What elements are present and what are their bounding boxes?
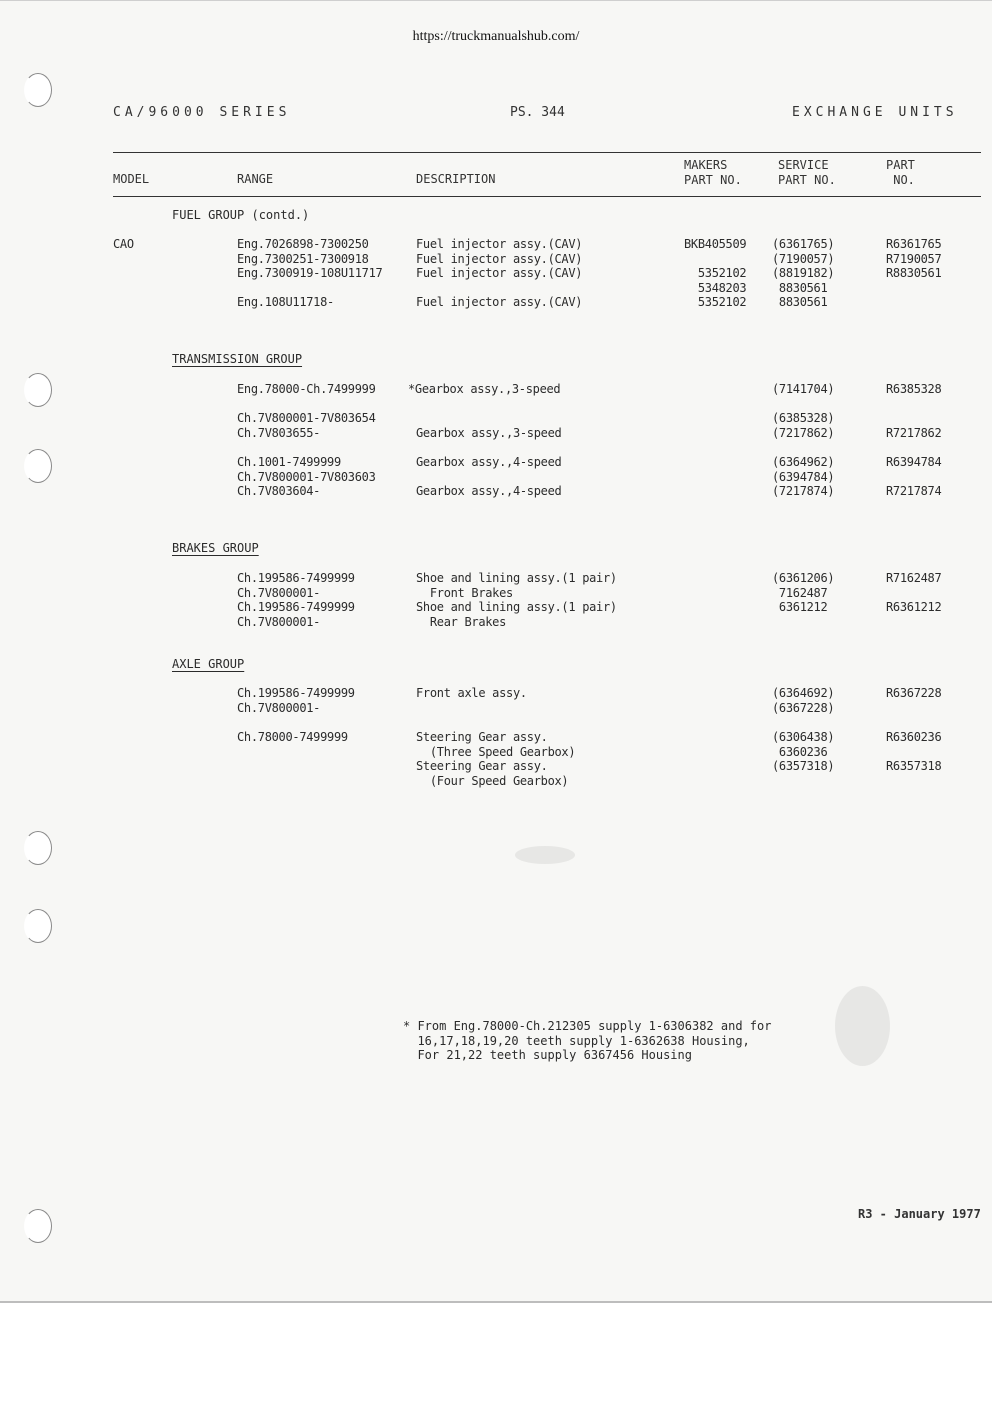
col-description: DESCRIPTION bbox=[416, 172, 496, 186]
group-transmission: TRANSMISSION GROUP bbox=[172, 352, 303, 366]
group-fuel: FUEL GROUP (contd.) bbox=[172, 208, 310, 222]
series-title: CA/96000 SERIES bbox=[113, 105, 291, 120]
row-range: Ch.1001-7499999 Ch.7V800001-7V803603 Ch.7V803604- bbox=[237, 455, 376, 498]
row-description: Steering Gear assy. (Three Speed Gearbox) Steering Gear assy. (Four Speed Gearbox) bbox=[416, 730, 576, 788]
col-service-part-no: SERVICE PART NO. bbox=[778, 158, 836, 187]
row-description: *Gearbox assy.,3-speed bbox=[408, 382, 561, 396]
col-range: RANGE bbox=[237, 172, 274, 186]
row-makers-part: 5352102 bbox=[684, 295, 747, 309]
row-service-part: 8830561 bbox=[772, 295, 828, 309]
row-service-part: (6364962) (6394784) (7217874) bbox=[772, 455, 835, 498]
header-rule-bottom bbox=[113, 196, 981, 197]
row-description: Fuel injector assy.(CAV) bbox=[416, 295, 583, 309]
revision-stamp: R3 - January 1977 bbox=[858, 1207, 981, 1221]
row-range: Ch.7V800001-7V803654 Ch.7V803655- bbox=[237, 411, 376, 440]
punch-hole bbox=[24, 831, 52, 865]
row-description: Shoe and lining assy.(1 pair) Front Brakes Shoe and lining assy.(1 pair) Rear Brakes bbox=[416, 571, 617, 629]
row-service-part: (6361765) (7190057) (8819182) 8830561 bbox=[772, 237, 835, 295]
row-range: Eng.7026898-7300250 Eng.7300251-7300918 Eng.7300919-108U11717 bbox=[237, 237, 383, 280]
row-part-no: R6394784 R7217874 bbox=[886, 455, 942, 498]
group-axle: AXLE GROUP bbox=[172, 657, 245, 671]
punch-hole bbox=[24, 449, 52, 483]
row-service-part: (7141704) bbox=[772, 382, 835, 396]
smudge bbox=[835, 986, 890, 1066]
page-number: PS. 344 bbox=[510, 105, 565, 120]
row-part-no: R6385328 bbox=[886, 382, 942, 396]
row-range: Ch.199586-7499999 Ch.7V800001- Ch.199586-7499999 Ch.7V800001- bbox=[237, 571, 355, 629]
row-part-no: R6361765 R7190057 R8830561 bbox=[886, 237, 942, 280]
col-part-no: PART NO. bbox=[886, 158, 915, 187]
header-rule-top bbox=[113, 152, 981, 153]
row-range: Eng.108U11718- bbox=[237, 295, 334, 309]
row-service-part: (6306438) 6360236 (6357318) bbox=[772, 730, 835, 773]
section-title: EXCHANGE UNITS bbox=[792, 105, 958, 120]
row-makers-part: BKB405509 5352102 5348203 bbox=[684, 237, 747, 295]
row-range: Ch.199586-7499999 Ch.7V800001- bbox=[237, 686, 355, 715]
punch-hole bbox=[24, 1209, 52, 1243]
row-description: Fuel injector assy.(CAV) Fuel injector assy.(CAV) Fuel injector assy.(CAV) bbox=[416, 237, 583, 280]
punch-hole bbox=[24, 73, 52, 107]
row-part-no: R7217862 bbox=[886, 425, 942, 440]
row-part-no: R6367228 bbox=[886, 686, 942, 700]
row-service-part: (6361206) 7162487 6361212 bbox=[772, 571, 835, 614]
col-makers-part-no: MAKERS PART NO. bbox=[684, 158, 742, 187]
group-brakes: BRAKES GROUP bbox=[172, 541, 259, 555]
row-range: Ch.78000-7499999 bbox=[237, 730, 348, 744]
footnote: * From Eng.78000-Ch.212305 supply 1-6306382 and for 16,17,18,19,20 teeth supply 1-6362638 Housing, For 21,22 teeth supply 6367456 Housing bbox=[403, 1019, 772, 1062]
row-service-part: (6385328) (7217862) bbox=[772, 411, 835, 440]
row-service-part: (6364692) (6367228) bbox=[772, 686, 835, 715]
col-model: MODEL bbox=[113, 172, 150, 186]
row-model: CAO bbox=[113, 237, 134, 251]
punch-hole bbox=[24, 909, 52, 943]
smudge bbox=[515, 846, 575, 864]
row-description: Gearbox assy.,4-speed Gearbox assy.,4-speed bbox=[416, 455, 562, 498]
row-description: Gearbox assy.,3-speed bbox=[416, 425, 562, 440]
punch-hole bbox=[24, 373, 52, 407]
row-description: Front axle assy. bbox=[416, 686, 527, 700]
source-url[interactable]: https://truckmanualshub.com/ bbox=[412, 29, 580, 44]
row-range: Eng.78000-Ch.7499999 bbox=[237, 382, 376, 396]
row-part-no: R7162487 R6361212 bbox=[886, 571, 942, 614]
row-part-no: R6360236 R6357318 bbox=[886, 730, 942, 773]
